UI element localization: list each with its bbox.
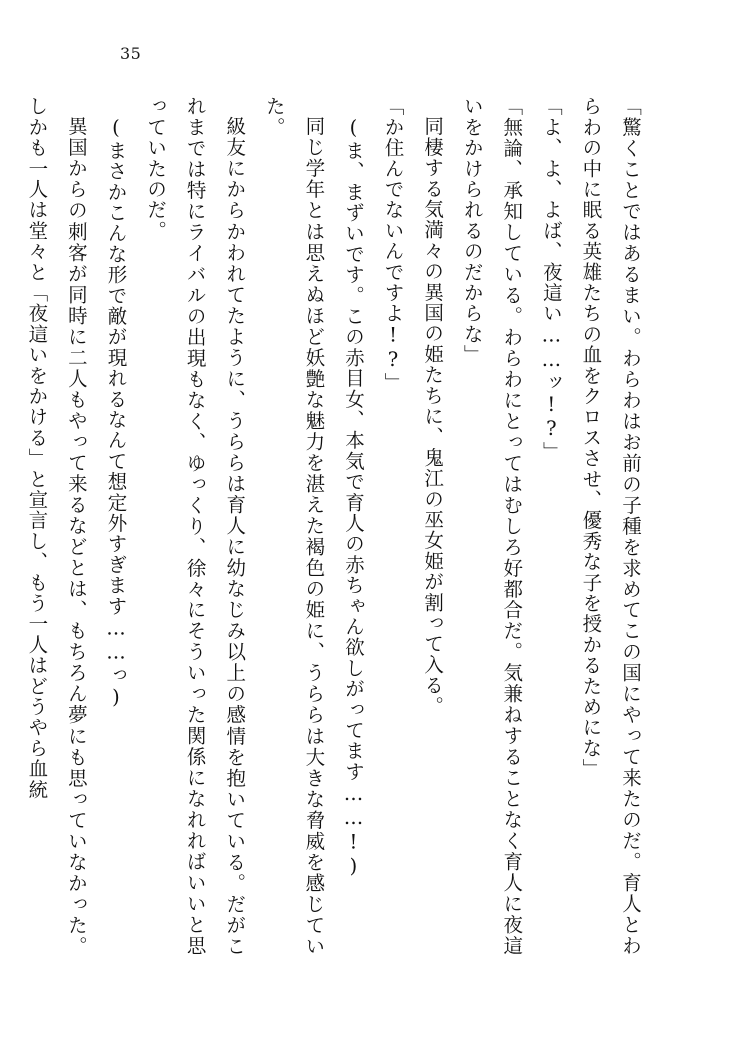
paragraph: 異国からの刺客が同時に二人もやって来るなどとは、もちろん夢にも思っていなかった。しかも一人は堂々と「夜這いをかける」と宣言し、もう一人はどうやら血統 bbox=[25, 96, 88, 956]
paragraph: 「か住んでないんですよ!?」 bbox=[381, 96, 405, 393]
paragraph: 「無論、承知している。わらわにとってはむしろ好都合だ。気兼ねすることなく育人に夜這いをかけられるのだからな」 bbox=[460, 96, 524, 956]
vertical-text-body bbox=[25, 96, 650, 956]
paragraph: 「驚くことではあるまい。わらわはお前の子種を求めてこの国にやって来たのだ。育人とわらわの中に眠る英雄たちの血をクロスさせ、優秀な子を授かるためにな」 bbox=[579, 96, 642, 956]
page-number: 35 bbox=[120, 44, 142, 63]
paragraph: 級友にからかわれてたように、うららは育人に幼なじみ以上の感情を抱いている。だがこれまでは特にライバルの出現もなく、ゆっくり、徐々にそういった関係になれればいいと思っていたのだ。 bbox=[144, 96, 247, 956]
paragraph: 「よ、よ、よば、夜這い……ッ!?」 bbox=[539, 96, 563, 462]
paragraph: (まさかこんな形で敵が現れるなんて想定外すぎます……っ) bbox=[104, 115, 128, 710]
paragraph: 同じ学年とは思えぬほど妖艶な魅力を湛えた褐色の姫に、うららは大きな脅威を感じていた。 bbox=[262, 96, 326, 956]
paragraph: (ま、まずいです。この赤目女、本気で育人の赤ちゃん欲しがってます……!) bbox=[341, 115, 365, 879]
paragraph: 同棲する気満々の異国の姫たちに、鬼江の巫女姫が割って入る。 bbox=[421, 115, 445, 716]
